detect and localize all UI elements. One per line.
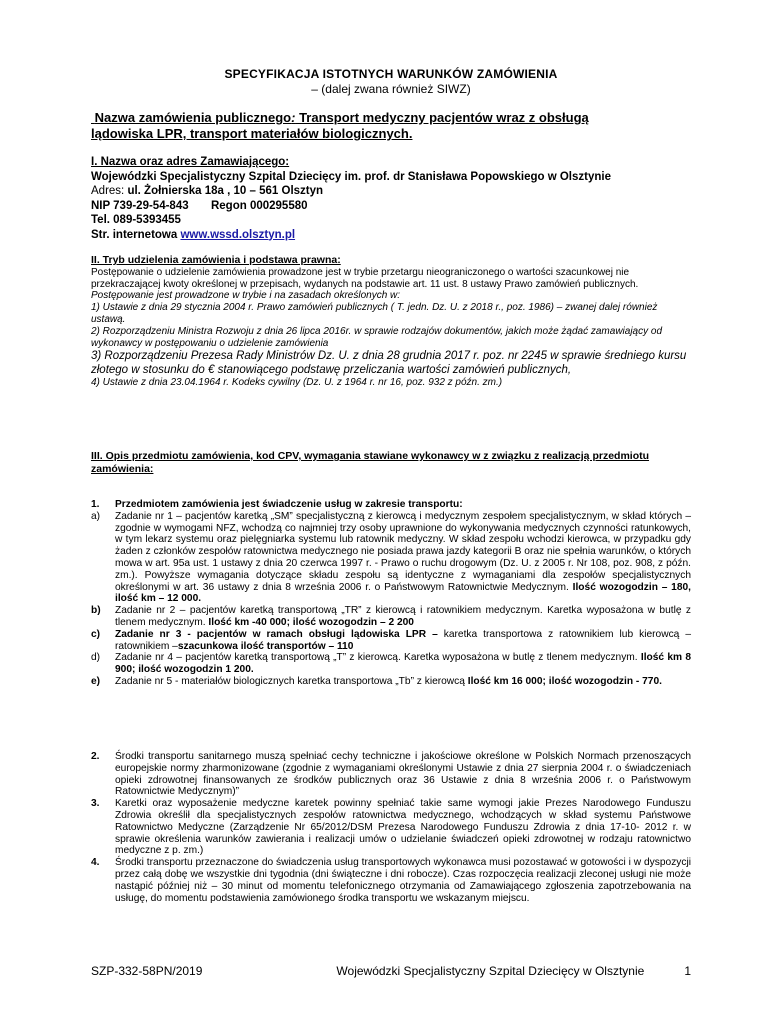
section-2 bbox=[91, 255, 691, 389]
order-name-value: lądowiska LPR, transport materiałów biologicznych. bbox=[91, 126, 413, 141]
list-item: c) Zadanie nr 3 - pacjentów w ramach obsługi lądowiska LPR – karetka transportowa z ratownikiem lub kierowcą – ratownikiem –szacunkowa ilość transportów – 110 bbox=[91, 628, 692, 652]
list-item: 1. Przedmiotem zamówienia jest świadczenie usług w zakresie transportu: bbox=[91, 499, 463, 510]
legal-basis-2: 2) Rozporządzeniu Ministra Rozwoju z dnia 26 lipca 2016r. w sprawie rodzajów dokumentów, jakich może żądać zamawiający od wykonawcy w postępowaniu o udzielenie zamówienia bbox=[91, 325, 663, 349]
list-item: a) Zadanie nr 1 – pacjentów karetką „SM” specjalistyczną z kierowcą i medycznym zespołem specjalistycznym, w skład których – zgodnie w wymogami NFZ, wchodzą co najmniej trzy osoby uprawnione do wykonywania medycznych czynności ratunkowych, w tym lekarz systemu oraz pielęgniarka systemu lub ratownik medyczny. W skład zespołu wchodzi kierowca, w przypadku gdy żaden z członków zespołów ratownictwa medycznego nie posiada prawa jazdy kategorii B oraz nie spełnia warunków, o których mowa w art. 95a ust. 1 ustawy z dnia 20 czerwca 1997 r. - Prawo o ruchu drogowym (Dz. U. z 2005 r. Nr 108, poz. 908, z późn. zm.). Powyższe wymagania dotyczące składu zespołu są identyczne z wymaganiami dla zespołów specjalistycznych określonymi w art. 36 ustawy z dnia 8 września 2006 r. o Państwowym Ratownictwie Medycznym. Ilość wozogodzin – 180, ilość km – 12 000. bbox=[91, 510, 691, 605]
legal-basis-3: 3) Rozporządzeniu Prezesa Rady Ministrów Dz. U. z dnia 28 grudnia 2017 r. poz. nr 2245 w sprawie średniego kursu złotego w stosunku do € stanowiącego podstawę przeliczania wartości zamówień publicznych, bbox=[91, 350, 687, 377]
page-footer bbox=[91, 964, 691, 978]
order-name-label: Nazwa zamówienia publicznego: Transport medyczny pacjentów wraz z obsługą bbox=[94, 110, 589, 125]
section-2-para: Postępowanie o udzielenie zamówienia prowadzone jest w trybie przetargu nieograniczonego o wartości szacunkowej nie przekraczającej kwoty określonej w przepisach, wydanych na podstawie art. 11 ust. 8 ustawy Prawo zamówień publicznych. bbox=[91, 266, 639, 290]
document-subtitle: – (dalej zwana również SIWZ) bbox=[311, 82, 471, 96]
section-1 bbox=[91, 155, 691, 242]
legal-basis-1: 1) Ustawie z dnia 29 stycznia 2004 r. Prawo zamówień publicznych ( T. jedn. Dz. U. z 2018 r., poz. 1986) – zwanej dalej również ustawą. bbox=[91, 302, 658, 325]
nip-regon-line: NIP 739-29-54-843 Regon 000295580 bbox=[91, 199, 308, 212]
hospital-name: Wojewódzki Specjalistyczny Szpital Dziecięcy im. prof. dr Stanisława Popowskiego w Olsztynie bbox=[91, 170, 611, 183]
footer-hospital: Wojewódzki Specjalistyczny Szpital Dziecięcy w Olsztynie bbox=[336, 964, 645, 978]
section-3-heading: III. Opis przedmiotu zamówienia, kod CPV, wymagania stawiane wykonawcy w z związku z realizacją przedmiotu zamówienia: bbox=[91, 450, 650, 475]
section-2-heading: II. Tryb udzielenia zamówienia i podstawa prawna: bbox=[91, 254, 341, 266]
list-item: 4. Środki transportu przeznaczone do świadczenia usług transportowych wykonawca musi pozostawać w gotowości i w dyspozycji przez całą dobę we wszystkie dni tygodnia (dni świąteczne i dni robocze). Czas rozpoczęcia realizacji zleconej usługi nie może nastąpić później niż – 30 minut od momentu telefonicznego otrzymania od Zamawiającego zgłoszenia zapotrzebowania na usługę, do momentu podstawienia zamówionego środka transportu we wskazanym miejscu. bbox=[91, 857, 691, 904]
telephone: Tel. 089-5393455 bbox=[91, 214, 181, 226]
list-item: 2. Środki transportu sanitarnego muszą spełniać cechy techniczne i jakościowe określone w Polskich Normach przenoszących europejskie normy zharmonizowane (zgodnie z wymaganiami określonymi Ustawie z dnia 27 sierpnia 2004 r. o świadczeniach opieki zdrowotnej finansowanych ze środków publicznych oraz 36 Ustawie z dnia 8 września 2006 r. o Państwowym Ratownictwie Medycznym)” bbox=[91, 751, 691, 798]
page-number: 1 bbox=[684, 964, 691, 978]
section-1-heading: I. Nazwa oraz adres Zamawiającego: bbox=[91, 156, 290, 168]
legal-basis-4: 4) Ustawie z dnia 23.04.1964 r. Kodeks cywilny (Dz. U. z 1964 r. nr 16, poz. 932 z późn. zm.) bbox=[91, 377, 503, 389]
section-3-list bbox=[91, 499, 691, 688]
list-item: e) Zadanie nr 5 - materiałów biologicznych karetka transportowa „Tb” z kierowcą Ilość km 16 000; ilość wozogodzin - 770. bbox=[91, 675, 662, 687]
website-link[interactable]: www.wssd.olsztyn.pl bbox=[180, 228, 296, 241]
list-item: 3. Karetki oraz wyposażenie medyczne karetek powinny spełniać takie same wymogi jakie Prezes Narodowego Funduszu Zdrowia określił dla specjalistycznych zespołów ratownictwa medycznego, wchodzących w skład systemu Państwowe Ratownictwo Medyczne (Zarządzenie Nr 65/2012/DSM Prezesa Narodowego Funduszu Zdrowia z dnia 17-10- 2012 r. w sprawie określenia warunków zawierania i realizacji umów o udzielanie świadczeń opieki zdrowotnej w rodzaju ratownictwo medyczne z p. zm.) bbox=[91, 798, 691, 857]
list-item: b) Zadanie nr 2 – pacjentów karetką transportową „TR” z kierowcą i ratownikiem medycznym. Karetka wyposażona w butlę z tlenem medycznym. Ilość km -40 000; ilość wozogodzin – 2 200 bbox=[91, 605, 691, 628]
list-item: d) Zadanie nr 4 – pacjentów karetką transportową „T” z kierowcą. Karetka wyposażona w butlę z tlenem medycznym. Ilość km 8 900; ilość wozogodzin 1 200. bbox=[91, 652, 691, 676]
address-line: Adres: ul. Żołnierska 18a , 10 – 561 Olsztyn bbox=[91, 185, 324, 197]
order-name bbox=[91, 110, 691, 142]
section-3-list-cont bbox=[91, 751, 691, 904]
footer-reference: SZP-332-58PN/2019 bbox=[91, 964, 203, 978]
document-title: SPECYFIKACJA ISTOTNYCH WARUNKÓW ZAMÓWIENIA bbox=[224, 67, 558, 81]
website-line: Str. internetowa www.wssd.olsztyn.pl bbox=[91, 228, 296, 241]
section-2-intro: Postępowanie jest prowadzone w trybie i na zasadach określonych w: bbox=[91, 290, 401, 302]
